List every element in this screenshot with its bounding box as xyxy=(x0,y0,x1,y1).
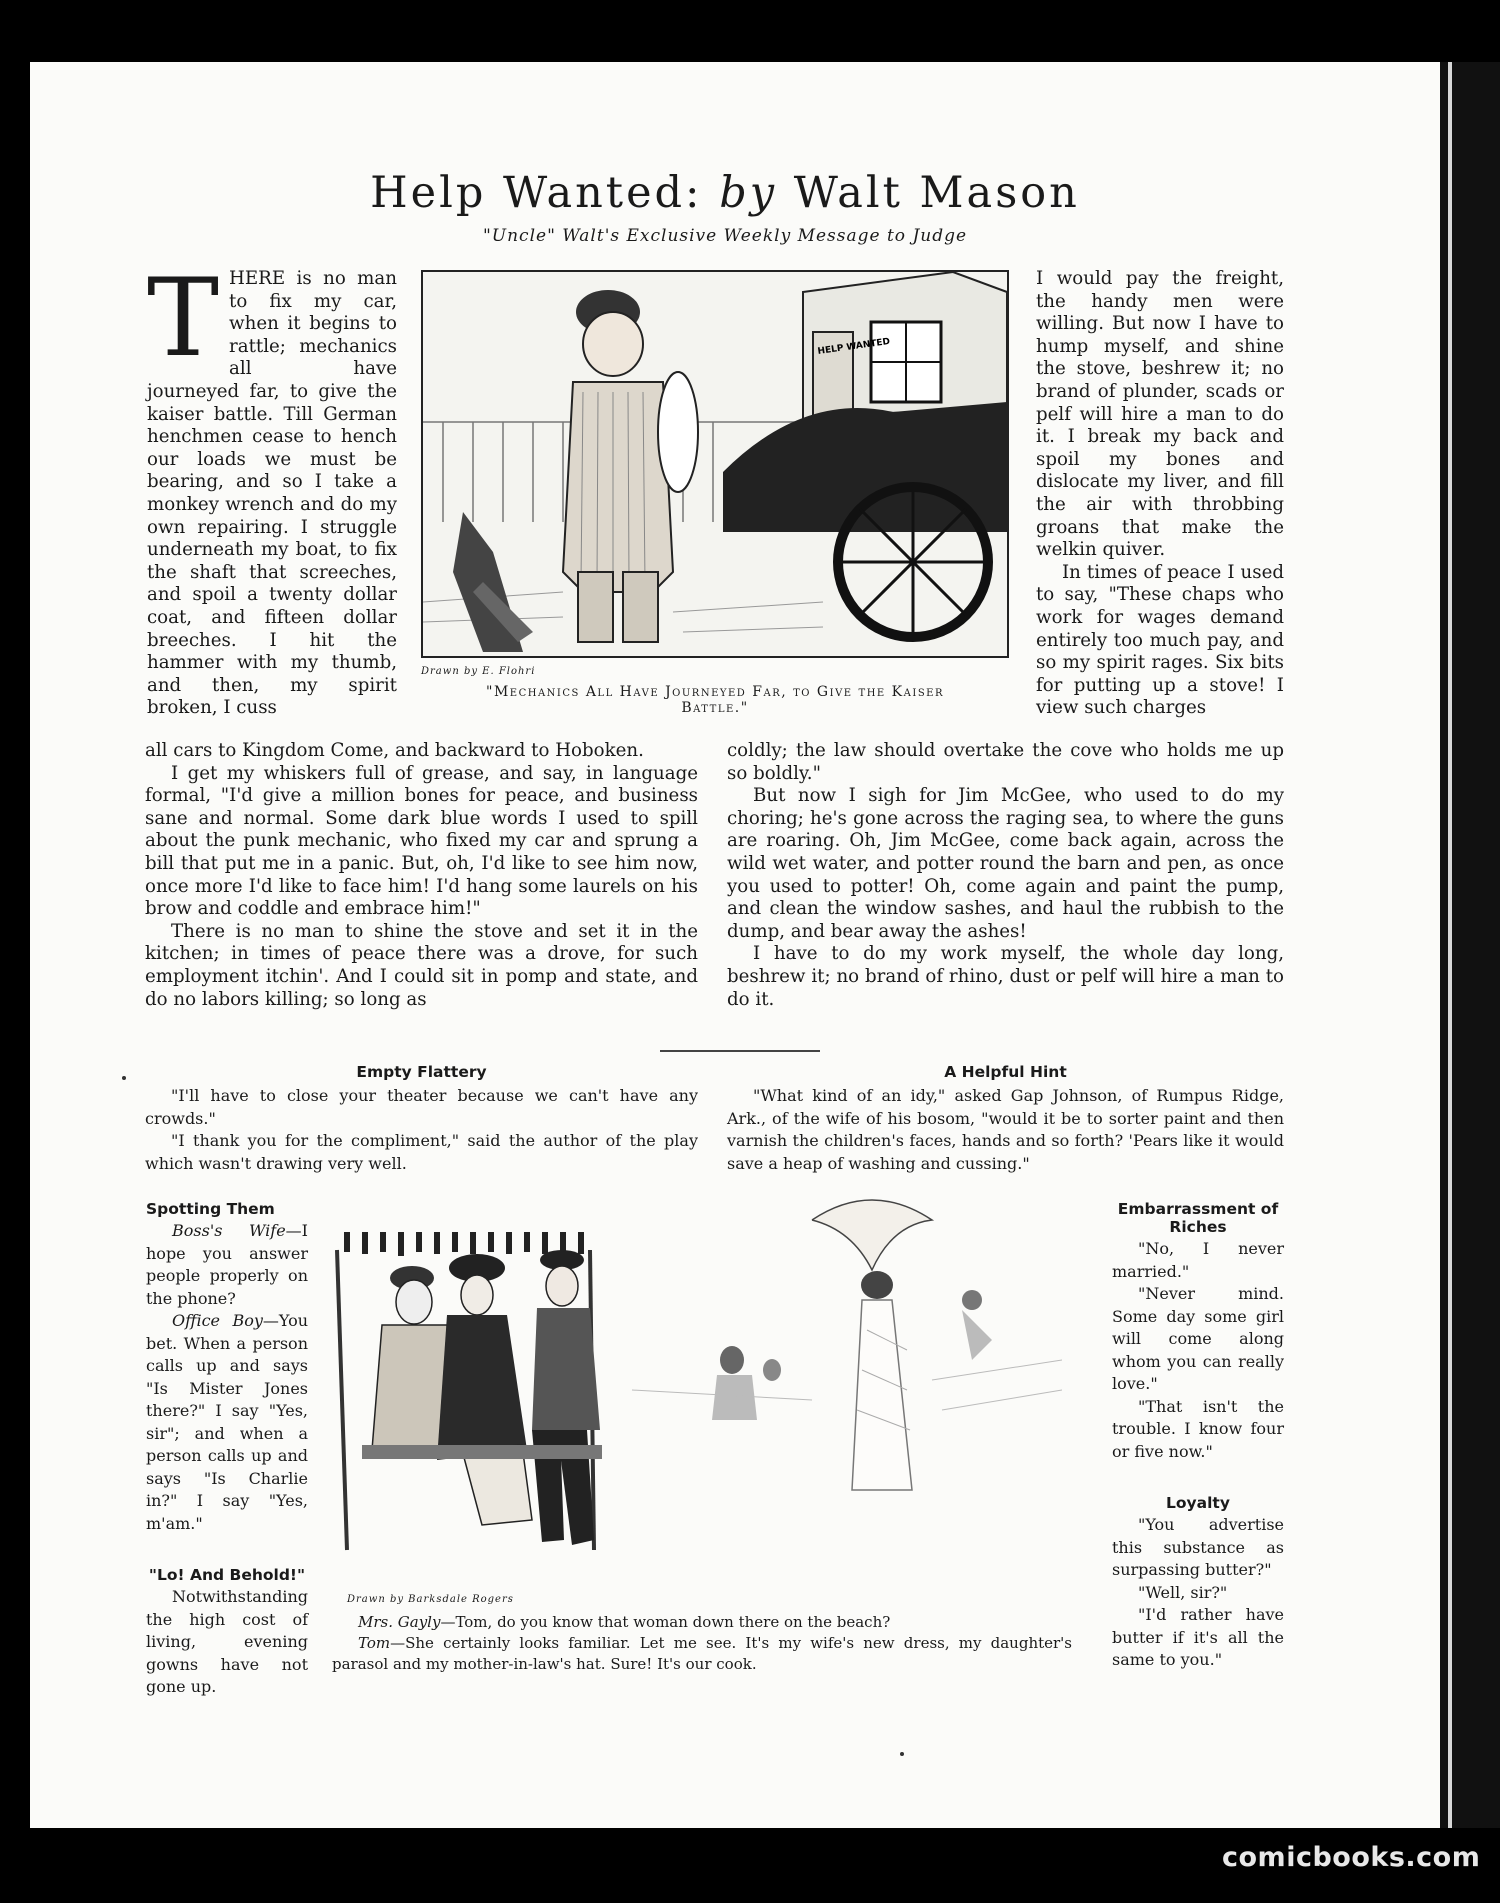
illustration-1-caption: "Mechanics All Have Journeyed Far, to Give the Kaiser Battle." xyxy=(486,684,944,716)
site-watermark: comicbooks.com xyxy=(1222,1842,1481,1873)
empty-flattery-p1: "I'll have to close your theater because we can't have any crowds." xyxy=(145,1086,698,1128)
illus2-text-1: —Tom, do you know that woman down there on the beach? xyxy=(440,1613,891,1631)
lo-behold-p1: Notwithstanding the high cost of living, evening gowns have not gone up. xyxy=(146,1587,308,1696)
article-paragraph-left-4: There is no man to shine the stove and set it in the kitchen; in times of peace there was a drove, for such employment itchin'. And I could sit in pomp and state, and do no labors killing; so long as xyxy=(145,920,698,1010)
article-paragraph-1: HERE is no man to fix my car, when it begins to rattle; mechanics all have journeyed far, to give the kaiser battle. Till German henchmen cease to hench our loads we must be bearing, and so I take a monkey wrench and do my own repairing. I struggle underneath my boat, to fix the shaft that screeches, and spoil a twenty dollar coat, and fifteen dollar breeches. I hit the hammer with my thumb, and then, my spirit broken, I cuss xyxy=(147,268,397,719)
illustration-1-credit: Drawn by E. Flohri xyxy=(421,666,536,677)
illus2-speaker-2: Tom xyxy=(358,1634,391,1652)
article-paragraph-right-3: coldly; the law should overtake the cove who holds me up so boldly." xyxy=(727,740,1284,784)
spotting-them-heading: Spotting Them xyxy=(146,1200,275,1218)
spotting-them-p1 xyxy=(146,1220,308,1310)
article-col-left-bottom xyxy=(145,740,698,1011)
loyalty-heading: Loyalty xyxy=(1166,1494,1230,1512)
embarrassment-section xyxy=(1112,1200,1284,1463)
empty-flattery-section xyxy=(145,1063,698,1175)
loyalty-p2: "Well, sir?" xyxy=(1138,1582,1228,1602)
article-paragraph-right-1: I would pay the freight, the handy men were willing. But now I have to hump myself, and shine the stove, beshrew it; no brand of plunder, scads or pelf will hire a man to do it. I break my back and spoil my bones and dislocate my liver, and fill the air with throbbing groans that make the welkin quiver. xyxy=(1036,268,1284,561)
article-col-left-top xyxy=(147,256,397,720)
dropcap: T xyxy=(147,256,220,381)
empty-flattery-heading: Empty Flattery xyxy=(356,1063,487,1081)
mechanic-drawing xyxy=(423,272,1007,656)
article-col-right-bottom xyxy=(727,740,1284,1011)
helpful-hint-p1: "What kind of an idy," asked Gap Johnson, of Rumpus Ridge, Ark., of the wife of his bosom, "would it be to sorter paint and then varnish the children's faces, hands and so forth? 'Pears like it would save a heap of washing and cussing." xyxy=(727,1086,1284,1173)
spotting-them-speaker-1: Boss's Wife xyxy=(172,1221,286,1240)
illustration-2-caption xyxy=(332,1612,1072,1675)
spotting-them-text-2: —You bet. When a person calls up and says "Is Mister Jones there?" I say "Yes, sir"; and when a person calls up and says "Is Charlie in?" I say "Yes, m'am." xyxy=(146,1311,308,1533)
page-speck-bottom xyxy=(900,1752,904,1756)
page-title xyxy=(360,168,1090,218)
illus2-text-2: —She certainly looks familiar. Let me see. It's my wife's new dress, my daughter's parasol and my mother-in-law's hat. Sure! It's our cook. xyxy=(332,1634,1072,1673)
loyalty-section xyxy=(1112,1494,1284,1672)
embarrassment-heading: Embarrassment of Riches xyxy=(1117,1200,1279,1236)
spotting-them-p2 xyxy=(146,1310,308,1535)
illus2-line1 xyxy=(332,1612,1072,1633)
page-subtitle: "Uncle" Walt's Exclusive Weekly Message to Judge xyxy=(482,226,968,246)
help-wanted-sign: HELP WANTED xyxy=(817,336,891,357)
illustration-2-credit: Drawn by Barksdale Rogers xyxy=(347,1594,514,1605)
section-divider xyxy=(660,1050,820,1052)
spotting-them-section xyxy=(146,1200,308,1535)
helpful-hint-heading: A Helpful Hint xyxy=(944,1063,1067,1081)
lo-behold-heading: "Lo! And Behold!" xyxy=(148,1566,306,1584)
article-paragraph-right-5: I have to do my work myself, the whole day long, beshrew it; no brand of rhino, dust or pelf will hire a man to do it. xyxy=(727,943,1284,1010)
illus2-line2 xyxy=(332,1633,1072,1675)
loyalty-p3: "I'd rather have butter if it's all the same to you." xyxy=(1112,1605,1284,1669)
page-speck xyxy=(122,1076,126,1080)
illustration-mechanic xyxy=(421,270,1009,658)
spotting-them-text-1: —I hope you answer people properly on the phone? xyxy=(146,1221,308,1308)
article-col-right-top xyxy=(1036,268,1284,720)
lo-behold-section xyxy=(146,1566,308,1699)
article-paragraph-left-2: all cars to Kingdom Come, and backward to Hoboken. xyxy=(145,740,644,761)
article-paragraph-right-4: But now I sigh for Jim McGee, who used to do my choring; he's gone across the raging sea, to where the guns are roaring. Oh, Jim McGee, come back again, across the wild wet water, and potter round the barn and pen, as once you used to potter! Oh, come again and paint the pump, and clean the window sashes, and haul the rubbish to the dump, and bear away the ashes! xyxy=(727,785,1284,942)
embarrassment-p1: "No, I never married." xyxy=(1112,1239,1284,1281)
loyalty-p1: "You advertise this substance as surpassing butter?" xyxy=(1112,1515,1284,1579)
article-paragraph-left-3: I get my whiskers full of grease, and say, in language formal, "I'd give a million bones for peace, and business sane and normal. Some dark blue words I used to spill about the punk mechanic, who fixed my car and sprung a bill that put me in a panic. But, oh, I'd like to see him now, once more I'd like to face him! I'd hang some laurels on his brow and coddle and embrace him!" xyxy=(145,762,698,920)
title-by: by xyxy=(719,168,778,218)
beach-drawing xyxy=(332,1190,1062,1590)
helpful-hint-section xyxy=(727,1063,1284,1175)
illus2-speaker-1: Mrs. Gayly xyxy=(358,1613,441,1631)
illustration-beach xyxy=(332,1190,1062,1590)
embarrassment-p2: "Never mind. Some day some girl will come along whom you can really love." xyxy=(1112,1284,1284,1393)
facing-page-edge xyxy=(1440,62,1500,1828)
title-author: Walt Mason xyxy=(793,168,1080,218)
title-main: Help Wanted: xyxy=(370,168,703,218)
spotting-them-speaker-2: Office Boy xyxy=(172,1311,263,1330)
article-paragraph-right-2: In times of peace I used to say, "These chaps who work for wages demand entirely too much pay, and so my spirit rages. Six bits for putting up a stove! I view such charges xyxy=(1036,561,1284,719)
embarrassment-p3: "That isn't the trouble. I know four or five now." xyxy=(1112,1396,1284,1461)
empty-flattery-p2: "I thank you for the compliment," said the author of the play which wasn't drawing very well. xyxy=(145,1131,698,1173)
